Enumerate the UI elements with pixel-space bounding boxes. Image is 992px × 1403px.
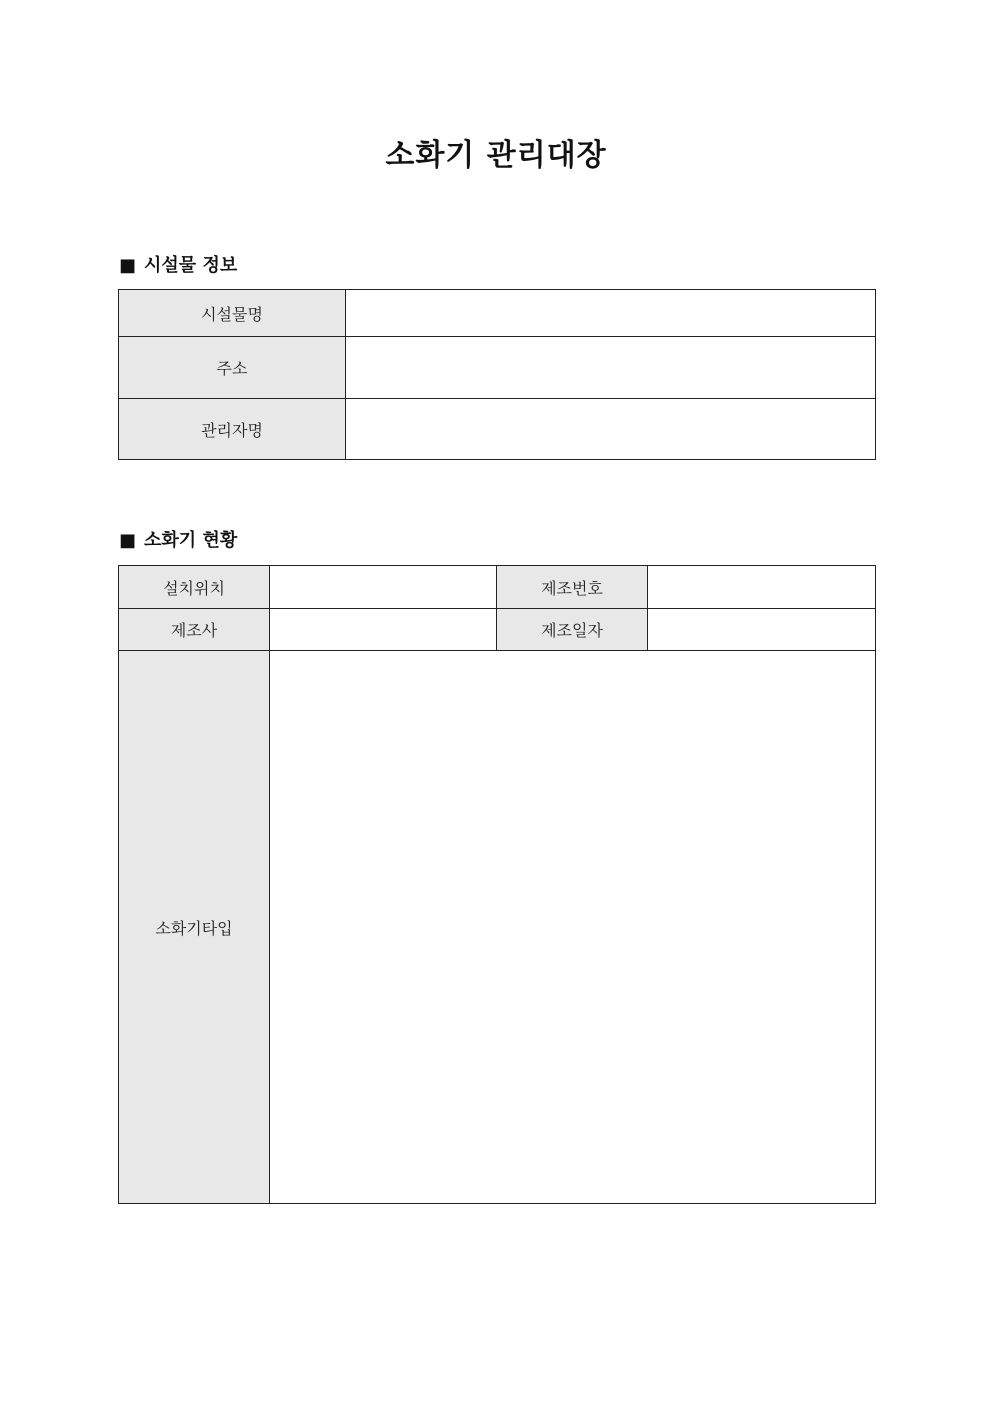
address-label: 주소 — [119, 337, 346, 399]
facility-section-title: 시설물 정보 — [144, 255, 238, 276]
install-location-field[interactable] — [270, 566, 497, 609]
serial-number-field[interactable] — [648, 566, 876, 609]
serial-number-label: 제조번호 — [497, 566, 648, 609]
manufacture-date-label: 제조일자 — [497, 609, 648, 651]
square-bullet-icon: ■ — [119, 255, 137, 276]
table-row — [119, 337, 876, 399]
install-location-label: 설치위치 — [119, 566, 270, 609]
extinguisher-status-table — [118, 565, 876, 1204]
facility-section-heading — [119, 254, 237, 278]
address-field[interactable] — [346, 337, 876, 399]
table-row — [119, 399, 876, 460]
table-row — [119, 290, 876, 337]
extinguisher-section-heading — [119, 529, 237, 553]
facility-name-label: 시설물명 — [119, 290, 346, 337]
manufacture-date-field[interactable] — [648, 609, 876, 651]
document-title: 소화기 관리대장 — [385, 138, 607, 173]
square-bullet-icon: ■ — [119, 530, 137, 551]
manufacturer-label: 제조사 — [119, 609, 270, 651]
facility-name-field[interactable] — [346, 290, 876, 337]
manager-name-label: 관리자명 — [119, 399, 346, 460]
table-row — [119, 651, 876, 1204]
extinguisher-type-field[interactable] — [270, 651, 876, 1204]
table-row — [119, 566, 876, 609]
facility-info-table — [118, 289, 876, 460]
manufacturer-field[interactable] — [270, 609, 497, 651]
table-row — [119, 609, 876, 651]
extinguisher-type-label: 소화기타입 — [119, 651, 270, 1204]
manager-name-field[interactable] — [346, 399, 876, 460]
extinguisher-section-title: 소화기 현황 — [144, 530, 238, 551]
